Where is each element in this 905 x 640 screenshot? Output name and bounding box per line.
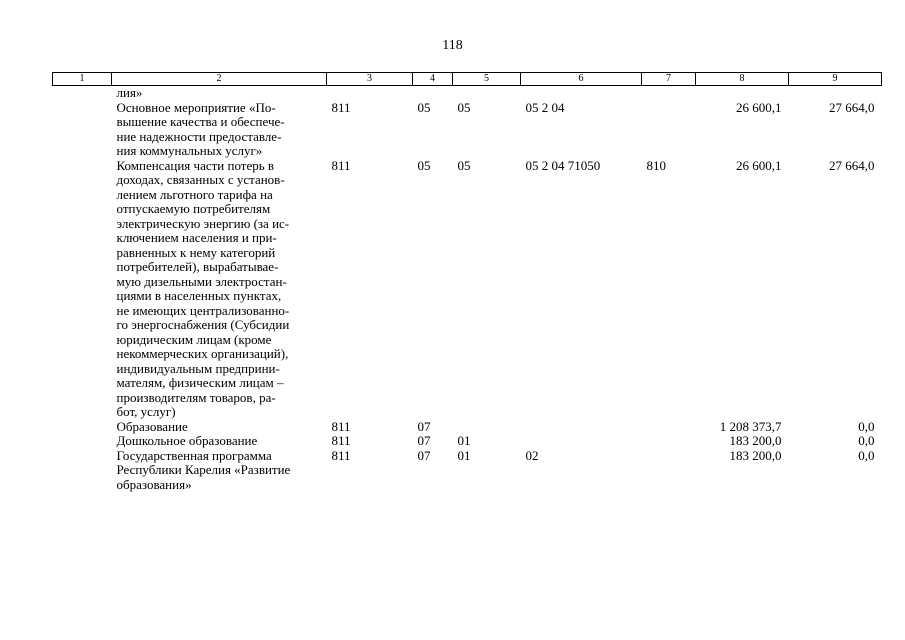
row-ministry-code: 811	[331, 99, 351, 115]
row-target-code	[521, 420, 642, 435]
page-number: 118	[442, 38, 463, 53]
row-amount-col8: 26 600,1	[736, 99, 782, 115]
row-section-code: 07	[417, 418, 431, 434]
row-expense-type-code: 810	[646, 157, 666, 173]
row-expense-type-code	[642, 449, 696, 493]
row-amount-col9	[789, 86, 882, 101]
row-subsection-code	[453, 86, 521, 101]
column-header-1: 1	[53, 73, 112, 86]
row-cell-1	[53, 449, 112, 493]
column-header-5: 5	[453, 73, 521, 86]
table-row	[53, 101, 882, 159]
row-item-name: Государственная программа Республики Карелия «Развитие образования»	[116, 447, 291, 492]
column-header-8: 8	[696, 73, 789, 86]
table-row	[53, 159, 882, 420]
row-section-code: 05	[417, 99, 431, 115]
row-subsection-code: 01	[457, 433, 471, 448]
row-cell-1	[53, 434, 112, 449]
row-cell-1	[53, 86, 112, 101]
row-amount-col8: 183 200,0	[729, 447, 782, 463]
row-ministry-code: 811	[331, 157, 351, 173]
row-cell-1	[53, 420, 112, 435]
table-row	[53, 449, 882, 493]
row-item-name: Дошкольное образование	[116, 433, 258, 448]
row-cell-1	[53, 101, 112, 159]
column-header-4: 4	[413, 73, 453, 86]
row-ministry-code: 811	[331, 433, 351, 448]
row-amount-col8	[696, 86, 789, 101]
row-item-name: Основное мероприятие «По- вышение качества и обеспече- ние надежности предоставле- ния коммунальных услуг»	[116, 99, 285, 158]
row-expense-type-code	[642, 86, 696, 101]
row-expense-type-code	[642, 434, 696, 449]
row-ministry-code	[327, 86, 413, 101]
column-header-9: 9	[789, 73, 882, 86]
row-item-name: Образование	[116, 418, 188, 434]
row-section-code: 07	[417, 433, 431, 448]
row-ministry-code: 811	[331, 447, 351, 463]
column-header-6: 6	[521, 73, 642, 86]
row-section-code: 05	[417, 157, 431, 173]
row-item-name: Компенсация части потерь в доходах, связанных с установ- лением льготного тарифа на отпускаемую потребителям электрическую энергию (за ис- ключением населения и при- равненных к нему категорий потребителей), вырабатывае- мую дизельными электростан- циями в населенных пунктах, не имеющих централизованно- го энергоснабжения (Субсидии юридическим лицам (кроме некоммерческих организаций), индивидуальным предприни- мателям, физическим лицам – производителям товаров, ра- бот, услуг)	[116, 157, 290, 419]
row-target-code: 02	[525, 447, 539, 463]
column-number-header-row	[53, 73, 882, 86]
table-row	[53, 86, 882, 101]
row-target-code	[521, 86, 642, 101]
row-expense-type-code	[642, 420, 696, 435]
row-subsection-code: 01	[457, 447, 471, 463]
row-amount-col9: 0,0	[858, 447, 875, 463]
row-amount-col9: 0,0	[858, 433, 875, 448]
row-item-name: лия»	[116, 85, 143, 100]
row-cell-1	[53, 159, 112, 420]
column-header-3: 3	[327, 73, 413, 86]
row-target-code	[521, 434, 642, 449]
row-subsection-code: 05	[457, 157, 471, 173]
row-amount-col8: 183 200,0	[729, 433, 782, 448]
table-row	[53, 434, 882, 449]
row-amount-col8: 1 208 373,7	[719, 418, 782, 434]
row-section-code	[413, 86, 453, 101]
column-header-2: 2	[112, 73, 327, 86]
row-amount-col9: 27 664,0	[829, 99, 875, 115]
row-ministry-code: 811	[331, 418, 351, 434]
row-target-code: 05 2 04	[525, 99, 565, 115]
row-subsection-code	[453, 420, 521, 435]
row-target-code: 05 2 04 71050	[525, 157, 601, 173]
row-amount-col9: 27 664,0	[829, 157, 875, 173]
row-amount-col9: 0,0	[858, 418, 875, 434]
row-expense-type-code	[642, 101, 696, 159]
column-header-7: 7	[642, 73, 696, 86]
budget-table	[52, 72, 882, 492]
table-row	[53, 420, 882, 435]
row-subsection-code: 05	[457, 99, 471, 115]
row-section-code: 07	[417, 447, 431, 463]
row-amount-col8: 26 600,1	[736, 157, 782, 173]
